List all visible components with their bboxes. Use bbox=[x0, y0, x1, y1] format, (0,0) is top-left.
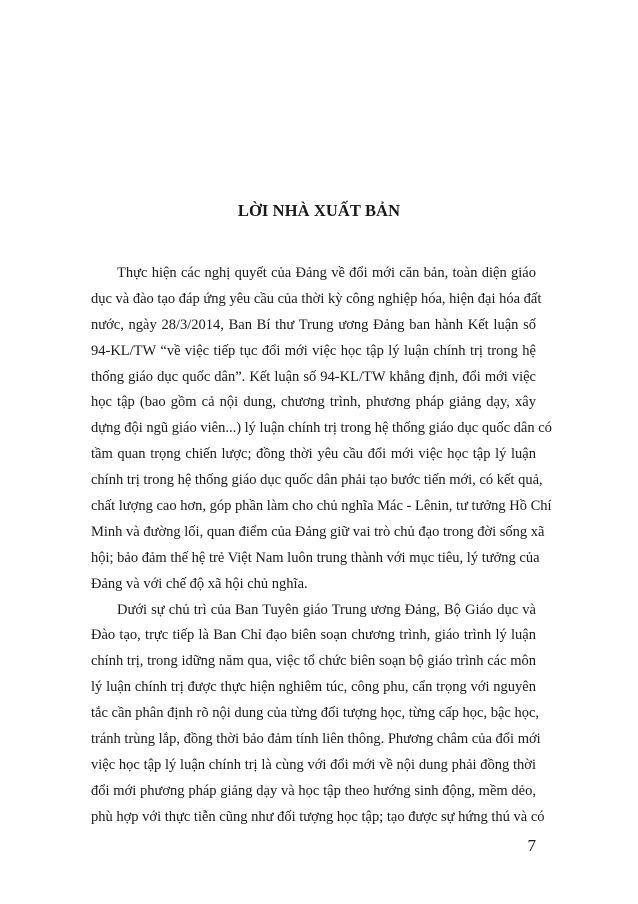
text-line: Minh và đường lối, quan điểm của Đảng giữ vai trò chủ đạo trong đời sống xã bbox=[91, 523, 545, 540]
paragraph-2 bbox=[91, 598, 545, 831]
text-line: Thực hiện các nghị quyết của Đảng về đổi mới căn bản, toàn diện giáo bbox=[117, 265, 536, 281]
text-line: Đào tạo, trực tiếp là Ban Chỉ đạo biên soạn chương trình, giáo trình lý luận bbox=[91, 627, 536, 644]
page-title: LỜI NHÀ XUẤT BẢN bbox=[237, 201, 401, 220]
text-line: lý luận chính trị được thực hiện nghiêm túc, công phu, cẩn trọng với nguyên bbox=[91, 679, 536, 696]
text-line: tắc cần phân định rõ nội dung của từng đối tượng học, từng cấp học, bậc học, bbox=[91, 705, 539, 722]
text-line: tránh trùng lắp, đồng thời bảo đảm tính liên thông. Phương châm của đổi mới bbox=[91, 731, 541, 748]
paragraph-1 bbox=[91, 261, 552, 598]
text-line: dục và đào tạo đáp ứng yêu cầu của thời kỳ công nghiệp hóa, hiện đại hóa đất bbox=[91, 290, 542, 307]
text-line: việc học tập lý luận chính trị là cùng với đổi mới về nội dung phải đồng thời bbox=[91, 756, 536, 773]
text-line: chính trị trong hệ thống giáo dục quốc dân phải tạo bước tiến mới, có kết quả, bbox=[91, 472, 543, 489]
text-line: hội; bảo đảm thế hệ trẻ Việt Nam luôn trung thành với mục tiêu, lý tưởng của bbox=[91, 549, 540, 566]
text-line: thống giáo dục quốc dân”. Kết luận số 94-KL/TW khẳng định, đổi mới việc bbox=[91, 368, 536, 385]
page-number: 7 bbox=[527, 836, 536, 855]
text-line: chính trị, trong idững năm qua, việc tổ chức biên soạn bộ giáo trình các môn bbox=[91, 653, 536, 670]
text-line: Đảng và với chế độ xã hội chủ nghĩa. bbox=[91, 575, 308, 592]
text-line: dựng đội ngũ giáo viên...) lý luận chính trị trong hệ thống giáo dục quốc dân có bbox=[91, 420, 552, 437]
text-line: tầm quan trọng chiến lược; đồng thời yêu cầu đổi mới việc học tập lý luận bbox=[91, 446, 536, 463]
text-line: nước, ngày 28/3/2014, Ban Bí thư Trung ương Đảng ban hành Kết luận số bbox=[91, 316, 536, 333]
text-line: phù hợp với thực tiễn cũng như đối tượng học tập; tạo được sự hứng thú và có bbox=[91, 808, 545, 825]
text-line: Dưới sự chủ trì của Ban Tuyên giáo Trung ương Đảng, Bộ Giáo dục và bbox=[117, 601, 536, 618]
text-line: chất lượng cao hơn, góp phần làm cho chủ nghĩa Mác - Lênin, tư tưởng Hồ Chí bbox=[91, 498, 552, 515]
body-text bbox=[91, 261, 552, 831]
text-line: đổi mới phương pháp giảng dạy và học tập theo hướng sinh động, mềm dẻo, bbox=[91, 782, 536, 799]
text-line: học tập (bao gồm cả nội dung, chương trình, phương pháp giảng dạy, xây bbox=[91, 394, 536, 411]
text-line: 94-KL/TW “về việc tiếp tục đổi mới việc học tập lý luận chính trị trong hệ bbox=[91, 342, 536, 359]
